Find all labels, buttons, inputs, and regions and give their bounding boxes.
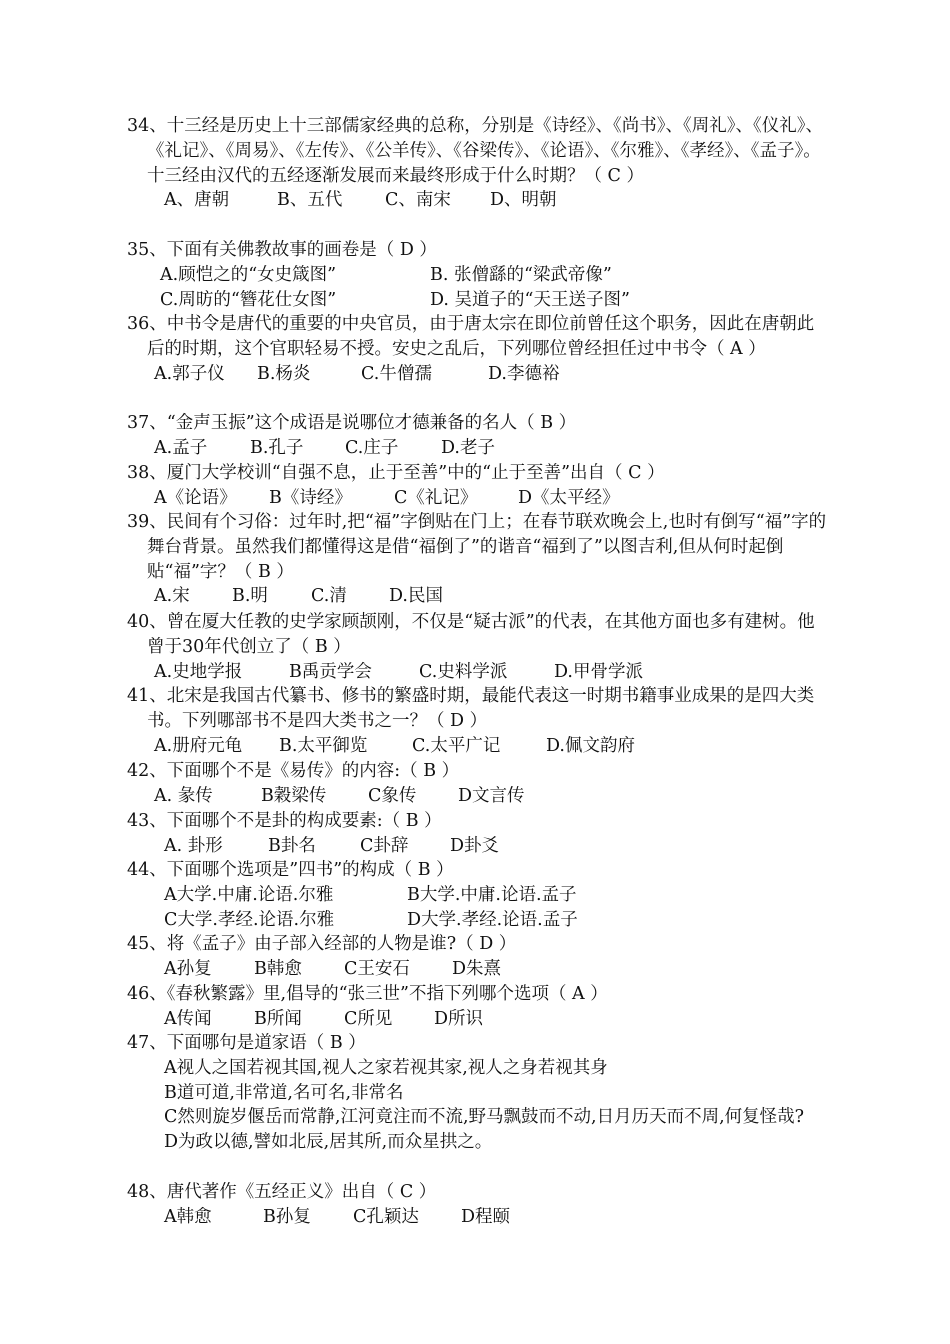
option-row: [127, 734, 827, 759]
option-d: D卦爻: [450, 835, 500, 856]
option-b: B《诗经》: [269, 487, 352, 508]
question-stem: 46、《春秋繁露》里,倡导的“张三世”不指下列哪个选项（ A ）: [127, 984, 608, 1004]
question-stem: 45、将《孟子》由子部入经部的人物是谁?（ D ）: [127, 934, 517, 954]
option-c: C、南宋: [385, 190, 451, 211]
option-b: B. 张僧繇的“梁武帝像”: [430, 264, 612, 285]
option-b: B、五代: [277, 190, 343, 211]
option-c: C所见: [344, 1008, 393, 1029]
question-35: [127, 238, 827, 312]
option-a: A视人之国若视其国,视人之家若视其家,视人之身若视其身: [164, 1057, 608, 1078]
option-row: [127, 436, 827, 461]
option-row: [127, 1007, 827, 1032]
option-c: C然则旋岁偃岳而常静,江河竟注而不流,野马飘鼓而不动,日月历天而不周,何复怪哉?: [164, 1107, 805, 1128]
question-47: [127, 1031, 827, 1155]
question-48: [127, 1180, 827, 1230]
option-d: D.甲骨学派: [554, 661, 643, 682]
option-c: C孔颖达: [353, 1206, 419, 1227]
option-row: [127, 263, 827, 288]
option-row: [127, 362, 827, 387]
option-a: A大学.中庸.论语.尔雅: [164, 884, 334, 905]
option-b: B.杨炎: [257, 363, 311, 384]
option-a: A、唐朝: [164, 190, 230, 211]
option-a: A.郭子仪: [154, 363, 225, 384]
question-38: [127, 461, 827, 511]
option-c: C《礼记》: [394, 487, 478, 508]
option-row: [127, 584, 827, 609]
option-a: A孙复: [164, 958, 212, 979]
option-a: A.孟子: [154, 437, 208, 458]
option-a: A传闻: [164, 1008, 212, 1029]
question-42: [127, 759, 827, 809]
question-34: [127, 114, 827, 213]
option-row: [127, 660, 827, 685]
option-c: C.史料学派: [419, 661, 508, 682]
option-d: D、明朝: [490, 190, 557, 211]
question-stem: 47、下面哪句是道家语（ B ）: [127, 1033, 366, 1053]
question-36: [127, 312, 827, 386]
question-stem: 35、下面有关佛教故事的画卷是（ D ）: [127, 240, 437, 260]
option-b: B大学.中庸.论语.孟子: [407, 884, 577, 905]
option-row: [127, 784, 827, 809]
option-row: [127, 908, 827, 933]
question-stem: 48、唐代著作《五经正义》出自（ C ）: [127, 1182, 437, 1202]
option-d: D所识: [434, 1008, 484, 1029]
question-46: [127, 982, 827, 1032]
option-b: B穀梁传: [261, 785, 327, 806]
question-stem: 41、北宋是我国古代纂书、修书的繁盛时期，最能代表这一时期书籍事业成果的是四大类书。下列哪部书不是四大类书之一？（ D ）: [127, 686, 815, 731]
option-d: D大学.孝经.论语.孟子: [407, 909, 578, 930]
question-stem: 42、下面哪个不是《易传》的内容:（ B ）: [127, 761, 460, 781]
option-row: [127, 486, 827, 511]
question-stem: 38、厦门大学校训“自强不息，止于至善”中的“止于至善”出自（ C ）: [127, 463, 665, 483]
option-d: D程颐: [461, 1206, 511, 1227]
option-c: C大学.孝经.论语.尔雅: [164, 909, 335, 930]
option-row: [127, 834, 827, 859]
option-b: B.太平御览: [279, 735, 368, 756]
option-d: D朱熹: [452, 958, 502, 979]
question-stem: 43、下面哪个不是卦的构成要素:（ B ）: [127, 811, 442, 831]
option-row: [127, 188, 827, 213]
question-37: [127, 411, 827, 461]
option-c: C卦辞: [360, 835, 409, 856]
question-stem: 36、中书令是唐代的重要的中央官员，由于唐太宗在即位前曾任这个职务，因此在唐朝此后的时期，这个官职轻易不授。安史之乱后，下列哪位曾经担任过中书令（ A ）: [127, 314, 815, 359]
option-b: B卦名: [268, 835, 316, 856]
option-c: C.清: [311, 586, 347, 607]
option-b: B.孔子: [250, 437, 304, 458]
option-c: C象传: [368, 785, 417, 806]
option-a: A. 彖传: [154, 785, 213, 806]
option-row: [127, 1205, 827, 1230]
option-b: B禹贡学会: [289, 661, 372, 682]
option-d: D.李德裕: [488, 363, 560, 384]
option-d: D. 吴道子的“天王送子图”: [430, 289, 630, 310]
question-40: [127, 610, 827, 684]
question-stem: 40、曾在厦大任教的史学家顾颉刚，不仅是“疑古派”的代表，在其他方面也多有建树。他曾于30年代创立了（ B ）: [127, 612, 815, 657]
option-c: C.牛僧孺: [361, 363, 432, 384]
question-44: [127, 858, 827, 932]
question-stem: 44、下面哪个选项是”四书”的构成（ B ）: [127, 860, 454, 880]
option-b: B韩愈: [254, 958, 302, 979]
option-b: B所闻: [254, 1008, 302, 1029]
option-a: A.册府元龟: [154, 735, 243, 756]
question-41: [127, 684, 827, 758]
option-row: [127, 883, 827, 908]
option-d: D《太平经》: [518, 487, 620, 508]
option-d: D.佩文韵府: [546, 735, 635, 756]
option-a: A韩愈: [164, 1206, 212, 1227]
option-a: A. 卦形: [164, 835, 223, 856]
option-b: B道可道,非常道,名可名,非常名: [164, 1082, 404, 1103]
question-45: [127, 932, 827, 982]
option-d: D文言传: [458, 785, 525, 806]
option-row: [127, 288, 827, 313]
option-d: D为政以德,譬如北辰,居其所,而众星拱之。: [164, 1132, 493, 1153]
question-39: [127, 510, 827, 609]
option-c: C.太平广记: [412, 735, 501, 756]
option-a: A.宋: [154, 586, 190, 607]
option-a: A《论语》: [154, 487, 237, 508]
question-stem: 34、十三经是历史上十三部儒家经典的总称，分别是《诗经》、《尚书》、《周礼》、《仪礼》、《礼记》、《周易》、《左传》、《公羊传》、《谷梁传》、《论语》、《尔雅》、《孝经》、《孟子》。十三经由汉代的五经逐渐发展而来最终形成于什么时期？（ C ）: [127, 116, 824, 186]
option-d: D.民国: [389, 586, 443, 607]
option-a: A.史地学报: [154, 661, 243, 682]
option-c: C.周昉的“簪花仕女图”: [160, 289, 337, 310]
option-row: [127, 957, 827, 982]
question-stem: 37、“金声玉振”这个成语是说哪位才德兼备的名人（ B ）: [127, 413, 577, 433]
question-stem: 39、民间有个习俗：过年时,把“福”字倒贴在门上；在春节联欢晚会上,也时有倒写“福”字的舞台背景。虽然我们都懂得这是借“福倒了”的谐音“福到了”以图吉利,但从何时起倒贴“福”字？（ B ）: [127, 512, 827, 582]
option-b: B孙复: [263, 1206, 311, 1227]
option-a: A.顾恺之的“女史箴图”: [160, 264, 337, 285]
option-c: C王安石: [344, 958, 410, 979]
question-43: [127, 809, 827, 859]
option-b: B.明: [232, 586, 268, 607]
option-c: C.庄子: [345, 437, 399, 458]
option-d: D.老子: [441, 437, 495, 458]
